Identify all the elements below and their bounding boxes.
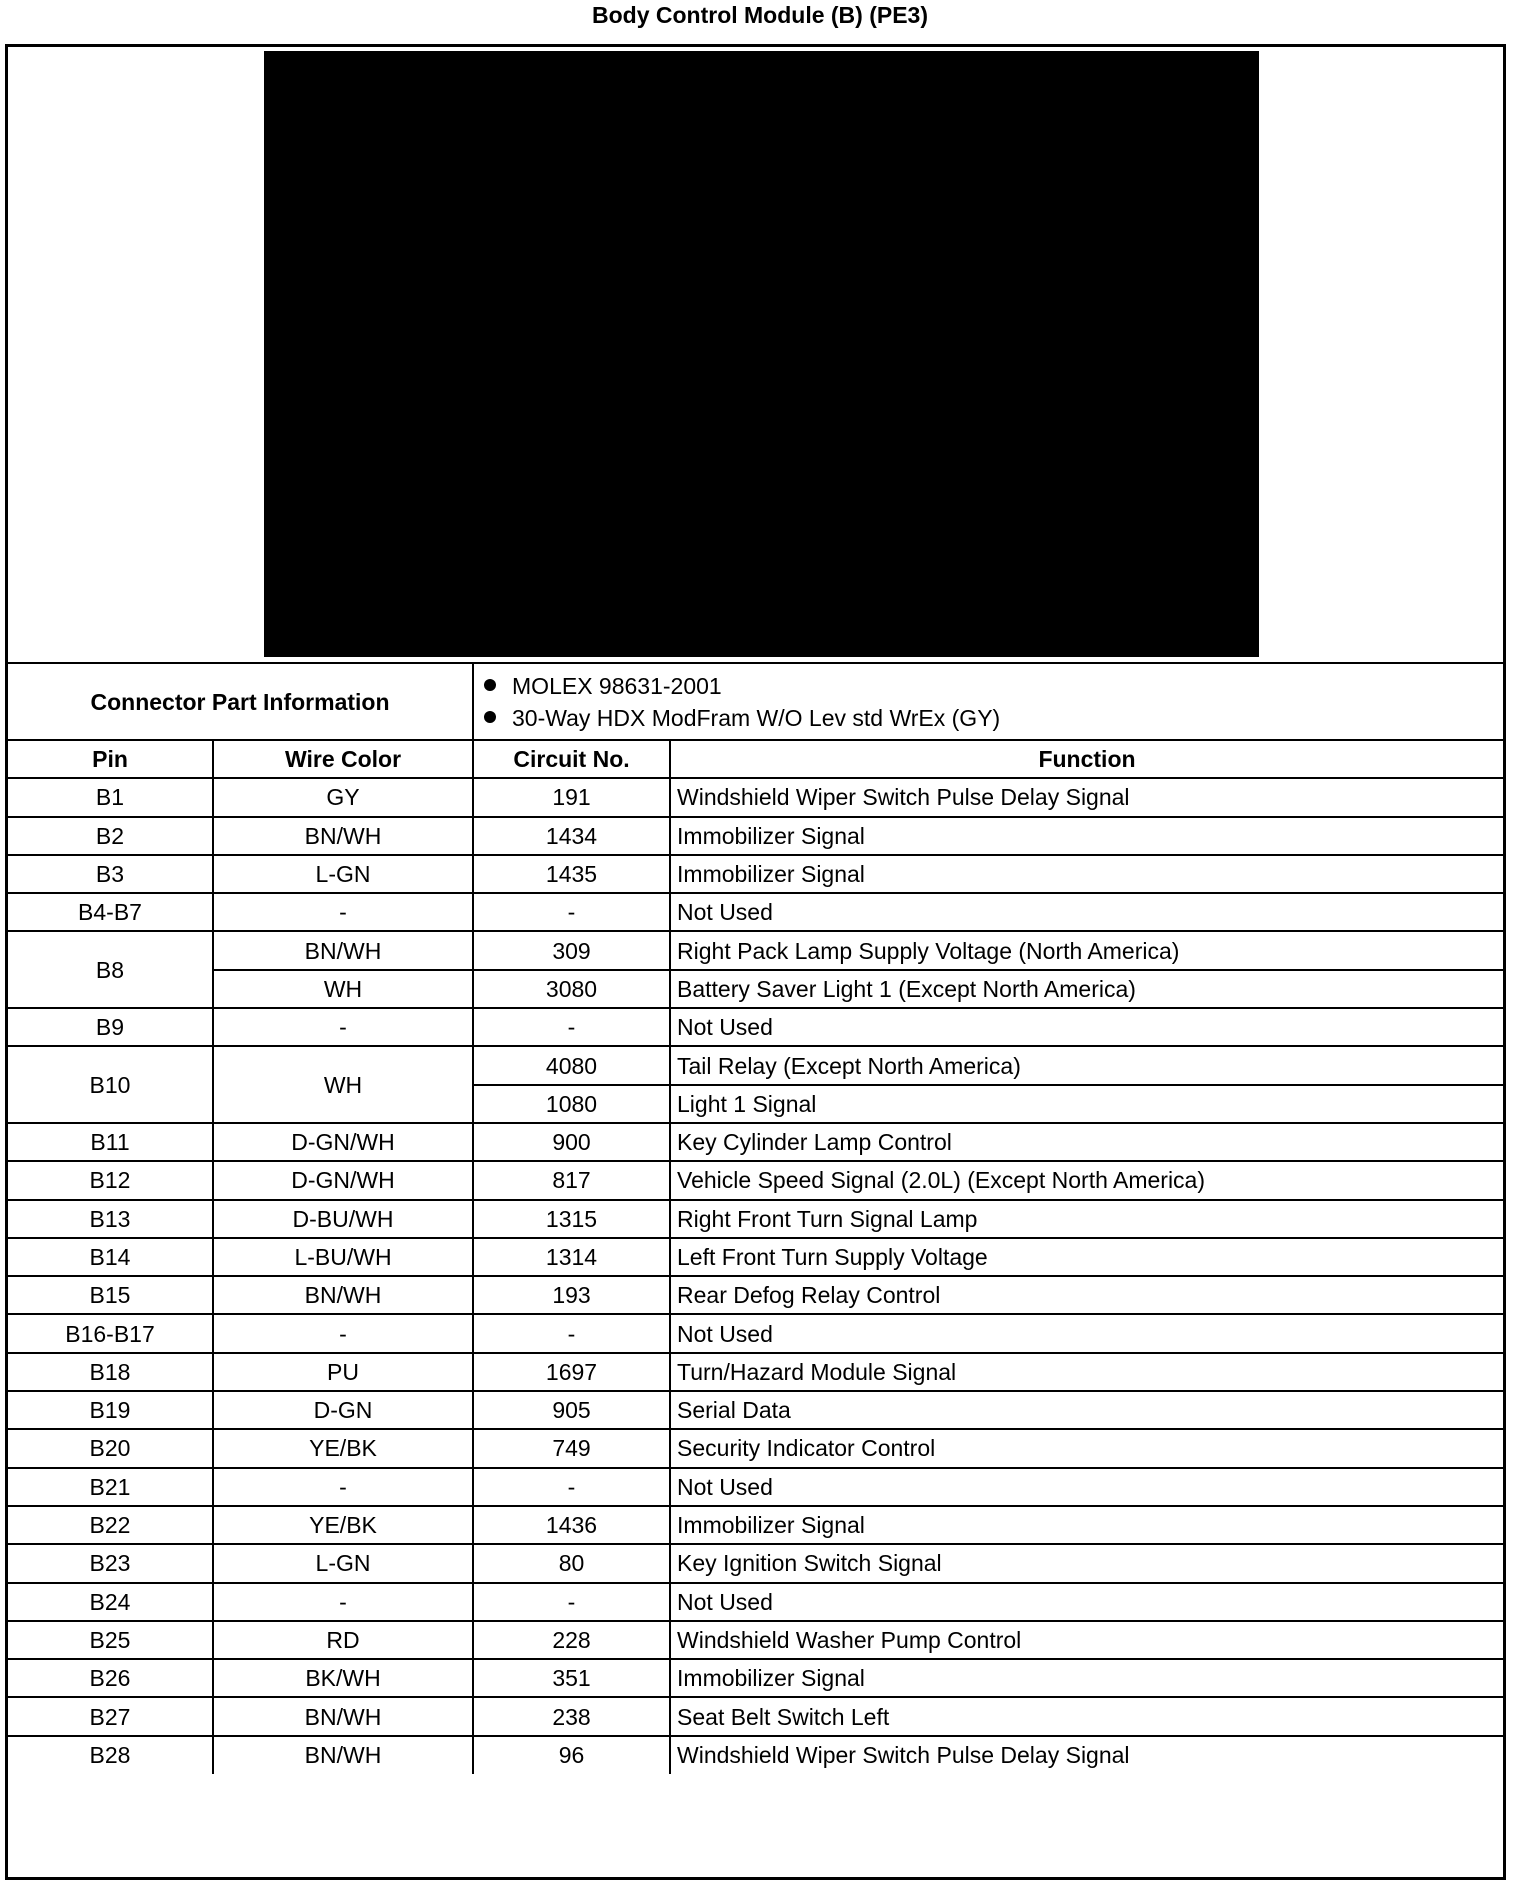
- function-cell: Immobilizer Signal: [670, 1659, 1503, 1697]
- circuit-cell: 191: [473, 778, 670, 816]
- wire-color-cell: YE/BK: [213, 1429, 473, 1467]
- function-cell: Not Used: [670, 893, 1503, 931]
- circuit-cell: 96: [473, 1736, 670, 1774]
- wire-color-cell: PU: [213, 1353, 473, 1391]
- connector-info-item-text: MOLEX 98631-2001: [512, 672, 722, 699]
- bullet-icon: [484, 711, 496, 723]
- connector-info-item-text: 30-Way HDX ModFram W/O Lev std WrEx (GY): [512, 704, 1001, 731]
- table-row: [8, 1276, 1503, 1314]
- wire-color-cell: BN/WH: [213, 1276, 473, 1314]
- table-row: [8, 1468, 1503, 1506]
- wire-color-cell: L-BU/WH: [213, 1238, 473, 1276]
- function-cell: Windshield Wiper Switch Pulse Delay Signal: [670, 1736, 1503, 1774]
- pin-cell: B27: [8, 1697, 213, 1735]
- table-row: [8, 1736, 1503, 1774]
- wire-color-cell: -: [213, 1314, 473, 1352]
- circuit-cell: 238: [473, 1697, 670, 1735]
- wire-color-cell: D-BU/WH: [213, 1200, 473, 1238]
- function-cell: Not Used: [670, 1468, 1503, 1506]
- function-cell: Immobilizer Signal: [670, 817, 1503, 855]
- wire-color-cell: -: [213, 1008, 473, 1046]
- wire-color-cell: D-GN: [213, 1391, 473, 1429]
- table-row: [8, 1429, 1503, 1467]
- pin-cell: B14: [8, 1238, 213, 1276]
- function-cell: Rear Defog Relay Control: [670, 1276, 1503, 1314]
- connector-info-label: Connector Part Information: [8, 664, 473, 740]
- function-cell: Not Used: [670, 1314, 1503, 1352]
- wire-color-cell: D-GN/WH: [213, 1123, 473, 1161]
- wire-color-cell: -: [213, 1583, 473, 1621]
- connector-info-row: [8, 664, 1503, 740]
- table-row: [8, 1200, 1503, 1238]
- pin-cell: B13: [8, 1200, 213, 1238]
- pin-cell: B3: [8, 855, 213, 893]
- table-row: [8, 893, 1503, 931]
- circuit-cell: 817: [473, 1161, 670, 1199]
- header-wire-color: Wire Color: [213, 740, 473, 778]
- pin-cell: B26: [8, 1659, 213, 1697]
- function-cell: Right Pack Lamp Supply Voltage (North America): [670, 931, 1503, 969]
- wire-color-cell: BN/WH: [213, 1736, 473, 1774]
- wire-color-cell: BN/WH: [213, 1697, 473, 1735]
- circuit-cell: 1436: [473, 1506, 670, 1544]
- table-row: [8, 1046, 1503, 1084]
- table-row: [8, 931, 1503, 969]
- circuit-cell: 4080: [473, 1046, 670, 1084]
- table-row: [8, 1008, 1503, 1046]
- pin-cell: B1: [8, 778, 213, 816]
- wire-color-cell: L-GN: [213, 855, 473, 893]
- table-row: [8, 1544, 1503, 1582]
- function-cell: Not Used: [670, 1583, 1503, 1621]
- circuit-cell: 80: [473, 1544, 670, 1582]
- function-cell: Not Used: [670, 1008, 1503, 1046]
- circuit-cell: -: [473, 1008, 670, 1046]
- circuit-cell: 228: [473, 1621, 670, 1659]
- wire-color-cell: WH: [213, 1046, 473, 1123]
- function-cell: Battery Saver Light 1 (Except North America): [670, 970, 1503, 1008]
- circuit-cell: 1080: [473, 1085, 670, 1123]
- wire-color-cell: -: [213, 893, 473, 931]
- function-cell: Windshield Washer Pump Control: [670, 1621, 1503, 1659]
- function-cell: Left Front Turn Supply Voltage: [670, 1238, 1503, 1276]
- header-function: Function: [670, 740, 1503, 778]
- function-cell: Vehicle Speed Signal (2.0L) (Except North America): [670, 1161, 1503, 1199]
- function-cell: Light 1 Signal: [670, 1085, 1503, 1123]
- table-row: [8, 1353, 1503, 1391]
- pin-cell: B2: [8, 817, 213, 855]
- wire-color-cell: L-GN: [213, 1544, 473, 1582]
- function-cell: Serial Data: [670, 1391, 1503, 1429]
- table-row: [8, 1123, 1503, 1161]
- circuit-cell: 3080: [473, 970, 670, 1008]
- function-cell: Immobilizer Signal: [670, 1506, 1503, 1544]
- table-row: [8, 970, 1503, 1008]
- connector-info-item: [484, 702, 1493, 734]
- circuit-cell: 351: [473, 1659, 670, 1697]
- pin-cell: B9: [8, 1008, 213, 1046]
- table-row: [8, 1391, 1503, 1429]
- function-cell: Tail Relay (Except North America): [670, 1046, 1503, 1084]
- wire-color-cell: YE/BK: [213, 1506, 473, 1544]
- function-cell: Windshield Wiper Switch Pulse Delay Signal: [670, 778, 1503, 816]
- table-row: [8, 1621, 1503, 1659]
- connector-info-list: [473, 664, 1503, 740]
- pin-cell: B25: [8, 1621, 213, 1659]
- pin-cell: B16-B17: [8, 1314, 213, 1352]
- pin-cell: B19: [8, 1391, 213, 1429]
- circuit-cell: -: [473, 1468, 670, 1506]
- circuit-cell: 1435: [473, 855, 670, 893]
- pin-cell: B24: [8, 1583, 213, 1621]
- wire-color-cell: BN/WH: [213, 931, 473, 969]
- header-pin: Pin: [8, 740, 213, 778]
- circuit-cell: 1697: [473, 1353, 670, 1391]
- function-cell: Seat Belt Switch Left: [670, 1697, 1503, 1735]
- table-row: [8, 1314, 1503, 1352]
- page-title: Body Control Module (B) (PE3): [591, 2, 929, 28]
- wire-color-cell: -: [213, 1468, 473, 1506]
- circuit-cell: 905: [473, 1391, 670, 1429]
- table-row: [8, 1161, 1503, 1199]
- table-row: [8, 1506, 1503, 1544]
- connector-frame: [5, 44, 1506, 1880]
- circuit-cell: 309: [473, 931, 670, 969]
- circuit-cell: -: [473, 893, 670, 931]
- connector-info-item: [484, 670, 1493, 702]
- circuit-cell: 900: [473, 1123, 670, 1161]
- wire-color-cell: BK/WH: [213, 1659, 473, 1697]
- pin-cell: B8: [8, 931, 213, 1008]
- pin-cell: B21: [8, 1468, 213, 1506]
- pin-cell: B11: [8, 1123, 213, 1161]
- circuit-cell: 1314: [473, 1238, 670, 1276]
- bullet-icon: [484, 679, 496, 691]
- header-row: [8, 740, 1503, 778]
- function-cell: Immobilizer Signal: [670, 855, 1503, 893]
- connector-image: [264, 51, 1259, 657]
- table-row: [8, 855, 1503, 893]
- wire-color-cell: D-GN/WH: [213, 1161, 473, 1199]
- pin-cell: B18: [8, 1353, 213, 1391]
- table-row: [8, 1697, 1503, 1735]
- wire-color-cell: GY: [213, 778, 473, 816]
- pin-cell: B22: [8, 1506, 213, 1544]
- function-cell: Security Indicator Control: [670, 1429, 1503, 1467]
- pin-cell: B23: [8, 1544, 213, 1582]
- wire-color-cell: WH: [213, 970, 473, 1008]
- function-cell: Turn/Hazard Module Signal: [670, 1353, 1503, 1391]
- pin-cell: B10: [8, 1046, 213, 1123]
- function-cell: Key Cylinder Lamp Control: [670, 1123, 1503, 1161]
- function-cell: Key Ignition Switch Signal: [670, 1544, 1503, 1582]
- table-row: [8, 1659, 1503, 1697]
- circuit-cell: -: [473, 1314, 670, 1352]
- pin-cell: B15: [8, 1276, 213, 1314]
- circuit-cell: 193: [473, 1276, 670, 1314]
- pinout-table: [8, 664, 1503, 1774]
- connector-image-area: [8, 47, 1503, 664]
- pin-cell: B4-B7: [8, 893, 213, 931]
- table-row: [8, 1238, 1503, 1276]
- table-row: [8, 817, 1503, 855]
- wire-color-cell: RD: [213, 1621, 473, 1659]
- function-cell: Right Front Turn Signal Lamp: [670, 1200, 1503, 1238]
- table-row: [8, 1583, 1503, 1621]
- pin-cell: B20: [8, 1429, 213, 1467]
- circuit-cell: -: [473, 1583, 670, 1621]
- header-circuit: Circuit No.: [473, 740, 670, 778]
- circuit-cell: 1315: [473, 1200, 670, 1238]
- circuit-cell: 749: [473, 1429, 670, 1467]
- pin-cell: B12: [8, 1161, 213, 1199]
- wire-color-cell: BN/WH: [213, 817, 473, 855]
- table-row: [8, 778, 1503, 816]
- circuit-cell: 1434: [473, 817, 670, 855]
- pin-cell: B28: [8, 1736, 213, 1774]
